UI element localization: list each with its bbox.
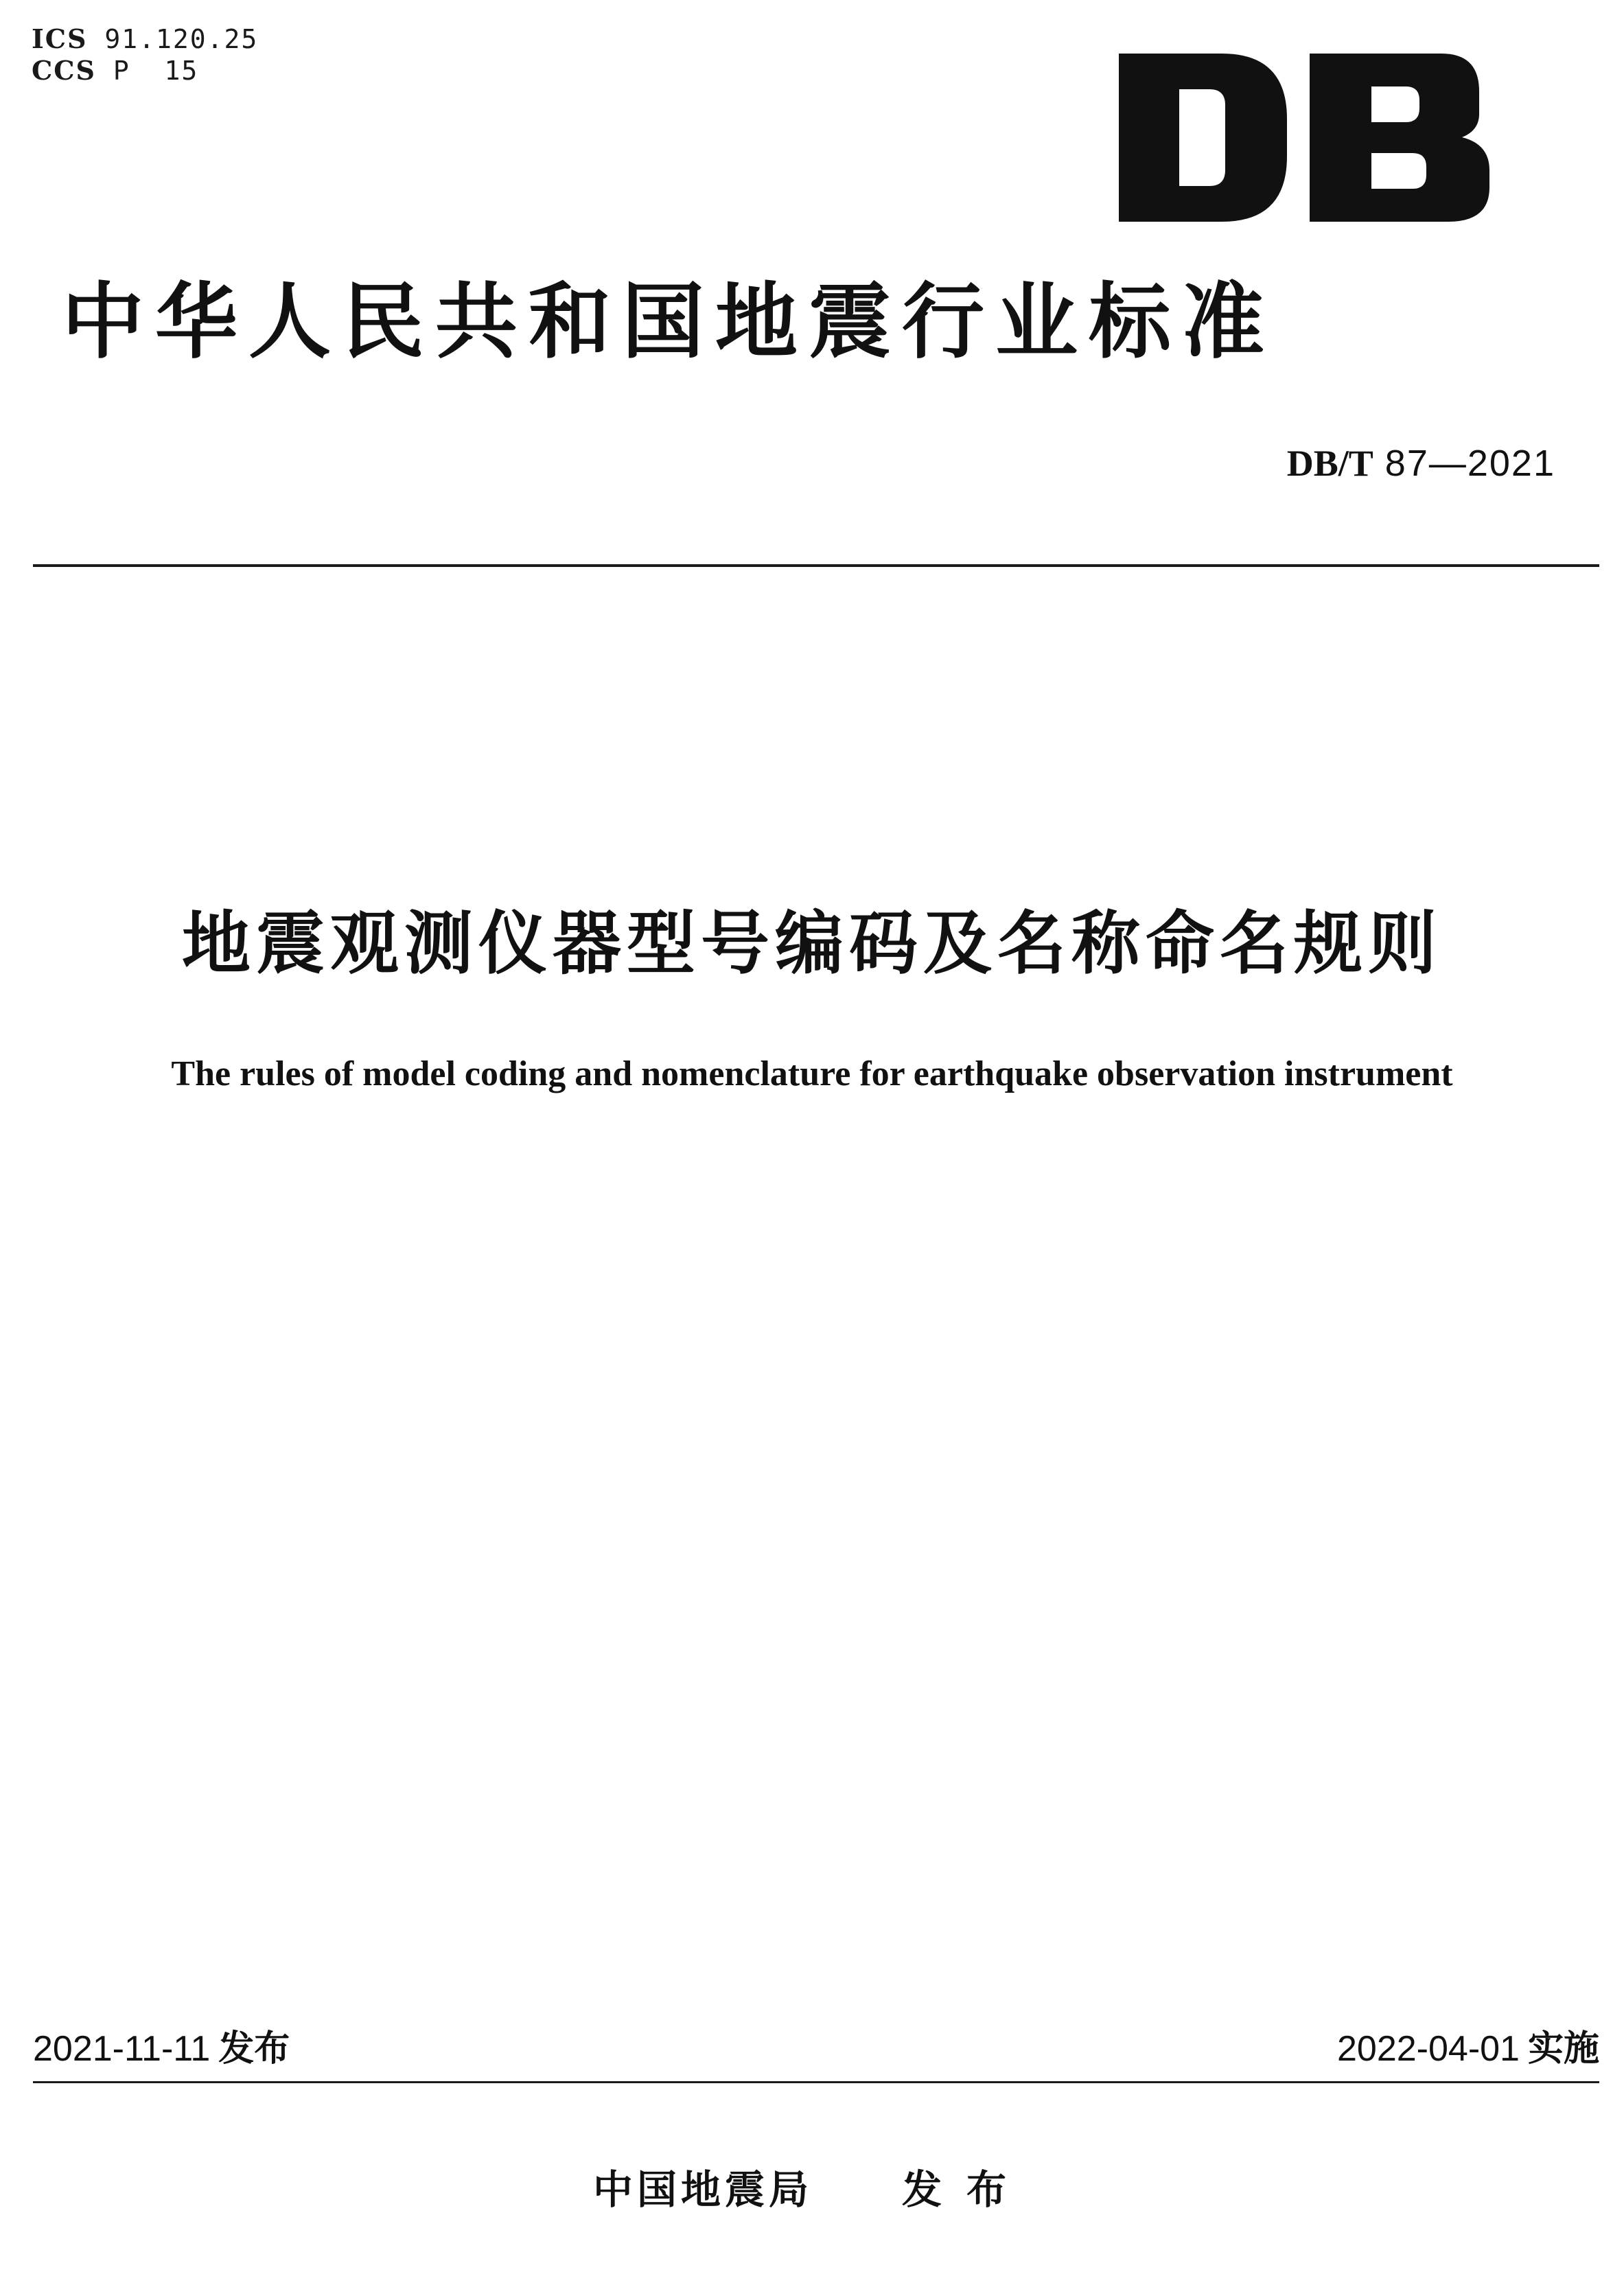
effective-date — [1337, 2025, 1599, 2073]
document-title-en: The rules of model coding and nomenclature for earthquake observation instrument — [171, 1054, 1453, 1093]
classification-codes — [32, 23, 258, 86]
ics-value: 91.120.25 — [87, 24, 259, 54]
standard-heading: 中华人民共和国地震行业标准 — [62, 275, 1275, 370]
db-logo — [1119, 54, 1489, 222]
top-divider — [33, 564, 1599, 567]
effective-date-label: 实施 — [1527, 2028, 1599, 2069]
ccs-value: P 15 — [95, 56, 199, 86]
publisher-action: 发布 — [902, 2166, 1032, 2213]
publisher-name: 中国地震局 — [592, 2166, 813, 2213]
standard-number — [1287, 439, 1555, 487]
document-title-cn: 地震观测仪器型号编码及名称命名规则 — [182, 903, 1442, 984]
issue-date-label: 发布 — [218, 2028, 290, 2069]
ics-key: ICS — [32, 23, 88, 54]
effective-date-value: 2022-04-01 — [1336, 2029, 1520, 2069]
issue-date — [33, 2025, 290, 2073]
db-logo-letter-b — [1310, 54, 1489, 222]
ics-code — [32, 23, 258, 55]
bottom-divider — [33, 2081, 1599, 2083]
ccs-key: CCS — [32, 55, 96, 86]
publisher — [0, 2164, 1624, 2216]
standard-number-prefix: DB/T — [1286, 443, 1373, 484]
ccs-code — [32, 55, 258, 86]
db-logo-letter-d — [1119, 54, 1287, 222]
issue-date-value: 2021-11-11 — [33, 2029, 211, 2069]
standard-number-value: 87—2021 — [1373, 443, 1555, 484]
